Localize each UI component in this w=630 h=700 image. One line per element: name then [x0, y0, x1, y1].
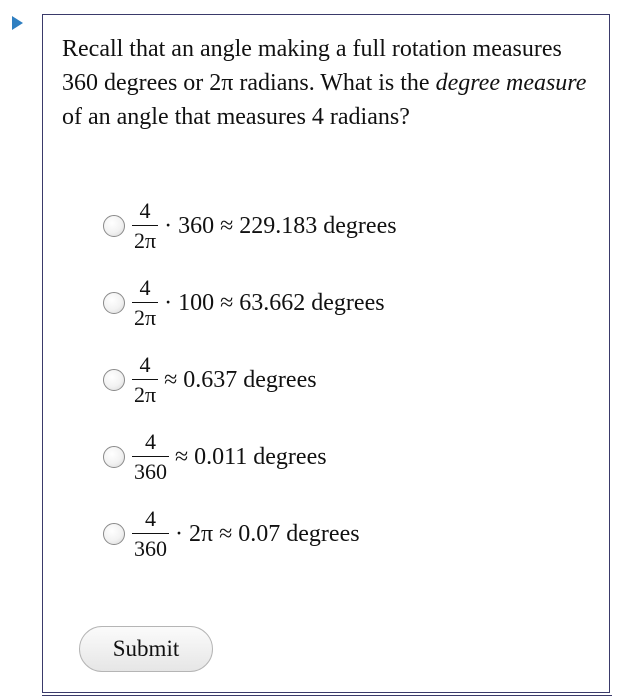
question-text-before: Recall that an angle making a full rotation measures 360 degrees or 2π radians. What is the — [62, 36, 562, 96]
fraction-bar — [132, 379, 158, 381]
fraction-numerator: 4 — [139, 351, 151, 377]
fraction — [132, 275, 158, 332]
fraction — [132, 198, 158, 255]
fraction-numerator: 4 — [139, 197, 151, 223]
choice-text: · 360 ≈ 229.183 degrees — [164, 212, 397, 239]
choice-text: · 100 ≈ 63.662 degrees — [164, 289, 385, 316]
choice-text: ≈ 0.011 degrees — [175, 443, 327, 470]
fraction-denominator: 2π — [134, 228, 157, 254]
answer-choice-1[interactable] — [103, 196, 397, 256]
choice-text: ≈ 0.637 degrees — [164, 366, 317, 393]
radio-button[interactable] — [103, 292, 125, 314]
divider — [42, 695, 612, 696]
fraction-denominator: 2π — [134, 382, 157, 408]
fraction-bar — [132, 533, 169, 535]
fraction-denominator: 2π — [134, 305, 157, 331]
fraction-denominator: 360 — [134, 459, 167, 485]
fraction-bar — [132, 225, 158, 227]
choice-text: · 2π ≈ 0.07 degrees — [175, 520, 360, 547]
fraction — [132, 352, 158, 409]
answer-choice-3[interactable] — [103, 350, 317, 410]
fraction-numerator: 4 — [145, 505, 156, 531]
fraction — [132, 429, 169, 486]
fraction-denominator: 360 — [134, 536, 167, 562]
question-text — [62, 32, 597, 134]
question-emphasis: degree measure — [435, 70, 587, 96]
radio-button[interactable] — [103, 369, 125, 391]
question-card — [42, 14, 610, 693]
submit-button[interactable]: Submit — [79, 626, 213, 672]
radio-button[interactable] — [103, 215, 125, 237]
fraction-bar — [132, 456, 169, 458]
answer-choice-5[interactable] — [103, 504, 360, 564]
radio-button[interactable] — [103, 523, 125, 545]
fraction-numerator: 4 — [145, 428, 156, 454]
answer-choice-4[interactable] — [103, 427, 327, 487]
play-triangle-icon[interactable] — [12, 16, 23, 30]
fraction-numerator: 4 — [139, 274, 151, 300]
fraction — [132, 506, 169, 563]
question-text-after: of an angle that measures 4 radians? — [62, 104, 410, 130]
answer-choice-2[interactable] — [103, 273, 385, 333]
fraction-bar — [132, 302, 158, 304]
radio-button[interactable] — [103, 446, 125, 468]
